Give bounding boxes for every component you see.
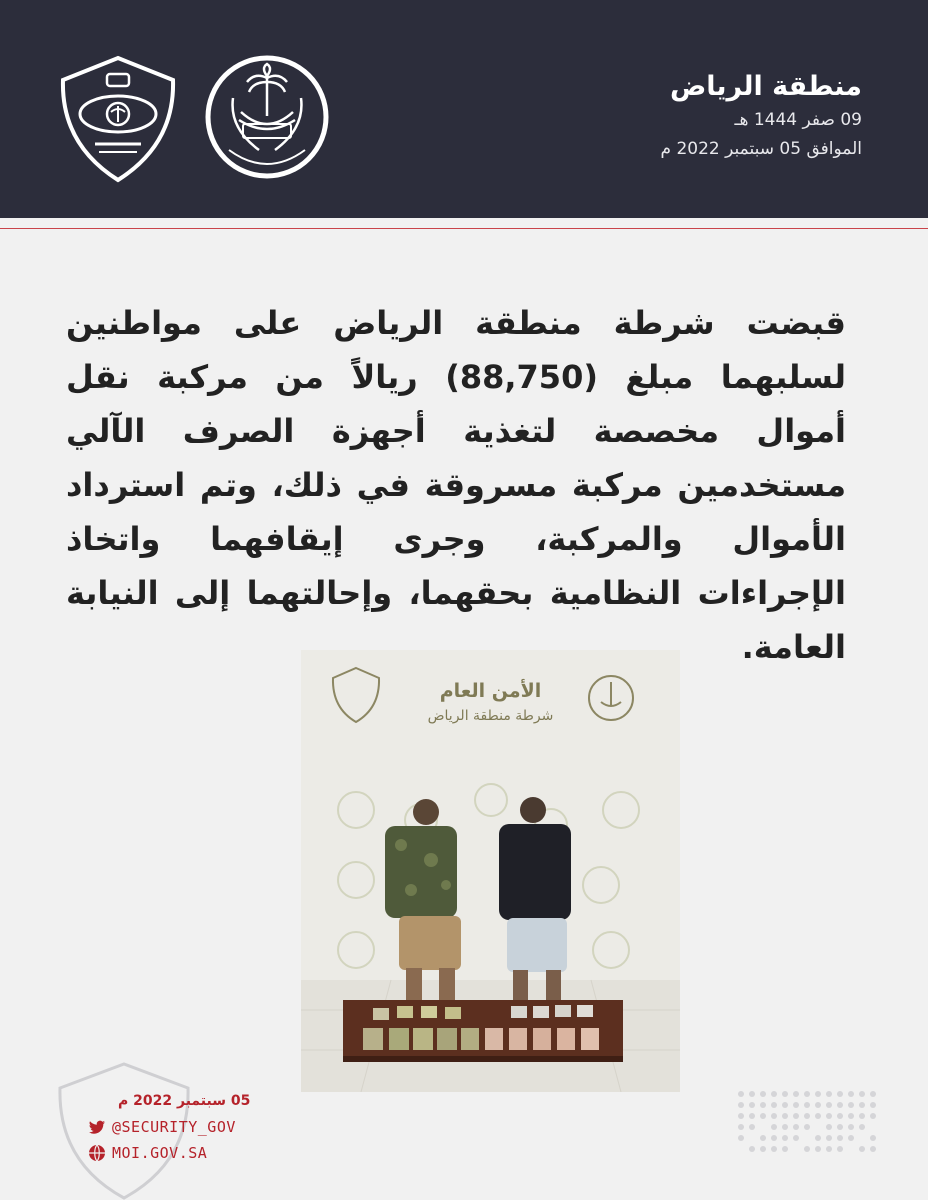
header-divider (0, 228, 928, 229)
decor-dot (738, 1124, 744, 1130)
decor-dot (815, 1113, 821, 1119)
decor-dot (782, 1102, 788, 1108)
decor-dot (760, 1091, 766, 1097)
decor-dot (793, 1124, 799, 1130)
decor-dot (870, 1102, 876, 1108)
decor-dot (782, 1091, 788, 1097)
decor-dot (738, 1113, 744, 1119)
decor-dot (749, 1146, 755, 1152)
decor-dot (793, 1102, 799, 1108)
decor-dot (837, 1113, 843, 1119)
decor-dot (760, 1146, 766, 1152)
twitter-icon (88, 1118, 106, 1136)
decor-dot (738, 1135, 744, 1141)
hijri-date: 09 صفر 1444 هـ (734, 110, 862, 130)
saudi-emblem-icon (203, 54, 331, 180)
website-link[interactable]: MOI.GOV.SA (112, 1144, 208, 1162)
decor-dot (837, 1091, 843, 1097)
decor-dot (782, 1146, 788, 1152)
decor-dot (771, 1091, 777, 1097)
decor-dot (815, 1091, 821, 1097)
decor-dot (826, 1135, 832, 1141)
decor-dot (782, 1124, 788, 1130)
decor-dot (749, 1113, 755, 1119)
decor-dot (815, 1146, 821, 1152)
footer (88, 1088, 250, 1166)
decor-dot (826, 1124, 832, 1130)
region-title: منطقة الرياض (669, 71, 862, 102)
decor-dot (848, 1124, 854, 1130)
decor-dot (859, 1102, 865, 1108)
decor-dot (804, 1113, 810, 1119)
decor-dot (826, 1102, 832, 1108)
decor-dot (771, 1146, 777, 1152)
decor-dot (815, 1102, 821, 1108)
decor-dot (837, 1135, 843, 1141)
decor-dot (738, 1091, 744, 1097)
decor-dot (859, 1091, 865, 1097)
gregorian-date: الموافق 05 سبتمبر 2022 م (660, 139, 862, 159)
decor-dot (837, 1102, 843, 1108)
decor-dot (859, 1124, 865, 1130)
public-security-icon (55, 52, 181, 184)
decor-dot (870, 1146, 876, 1152)
decor-dot (793, 1113, 799, 1119)
decor-dot (848, 1135, 854, 1141)
decor-dot (771, 1113, 777, 1119)
header-bar (0, 0, 928, 218)
photo-wall-subtitle: شرطة منطقة الرياض (427, 708, 554, 724)
decor-dot (749, 1124, 755, 1130)
decor-dot (870, 1113, 876, 1119)
decor-dot (848, 1091, 854, 1097)
statement-text: قبضت شرطة منطقة الرياض على مواطنين لسلبهما مبلغ (88,750) ريالاً من مركبة نقل أموال مخصصة لتغذية أجهزة الصرف الآلي مستخدمين مركبة مسروقة في ذلك، وتم استرداد الأموال والمركبة، وجرى إيقافهما واتخاذ الإجراءات النظامية بحقهما، وإحالتهما إلى النيابة العامة. (66, 304, 847, 666)
decor-dot (870, 1135, 876, 1141)
decor-dot (760, 1135, 766, 1141)
header-text-block (661, 68, 862, 164)
decor-dot (848, 1102, 854, 1108)
dot-pattern-decoration (735, 1088, 885, 1158)
decor-dot (826, 1146, 832, 1152)
decor-dot (771, 1135, 777, 1141)
decor-dot (782, 1113, 788, 1119)
decor-dot (804, 1146, 810, 1152)
decor-dot (760, 1102, 766, 1108)
decor-dot (826, 1113, 832, 1119)
decor-dot (760, 1113, 766, 1119)
footer-date: 05 سبتمبر 2022 م (118, 1093, 251, 1109)
decor-dot (859, 1146, 865, 1152)
decor-dot (793, 1135, 799, 1141)
decor-dot (793, 1091, 799, 1097)
evidence-photo (301, 650, 680, 1092)
decor-dot (782, 1135, 788, 1141)
twitter-handle-link[interactable]: @SECURITY_GOV (112, 1118, 236, 1136)
decor-dot (815, 1135, 821, 1141)
decor-dot (870, 1091, 876, 1097)
decor-dot (804, 1124, 810, 1130)
decor-dot (771, 1124, 777, 1130)
decor-dot (804, 1102, 810, 1108)
decor-dot (738, 1102, 744, 1108)
decor-dot (837, 1146, 843, 1152)
photo-wall-title: الأمن العام (439, 680, 542, 702)
decor-dot (749, 1091, 755, 1097)
decor-dot (749, 1102, 755, 1108)
decor-dot (859, 1113, 865, 1119)
decor-dot (804, 1091, 810, 1097)
globe-icon (88, 1144, 106, 1162)
decor-dot (837, 1124, 843, 1130)
decor-dot (826, 1091, 832, 1097)
decor-dot (771, 1102, 777, 1108)
decor-dot (848, 1113, 854, 1119)
